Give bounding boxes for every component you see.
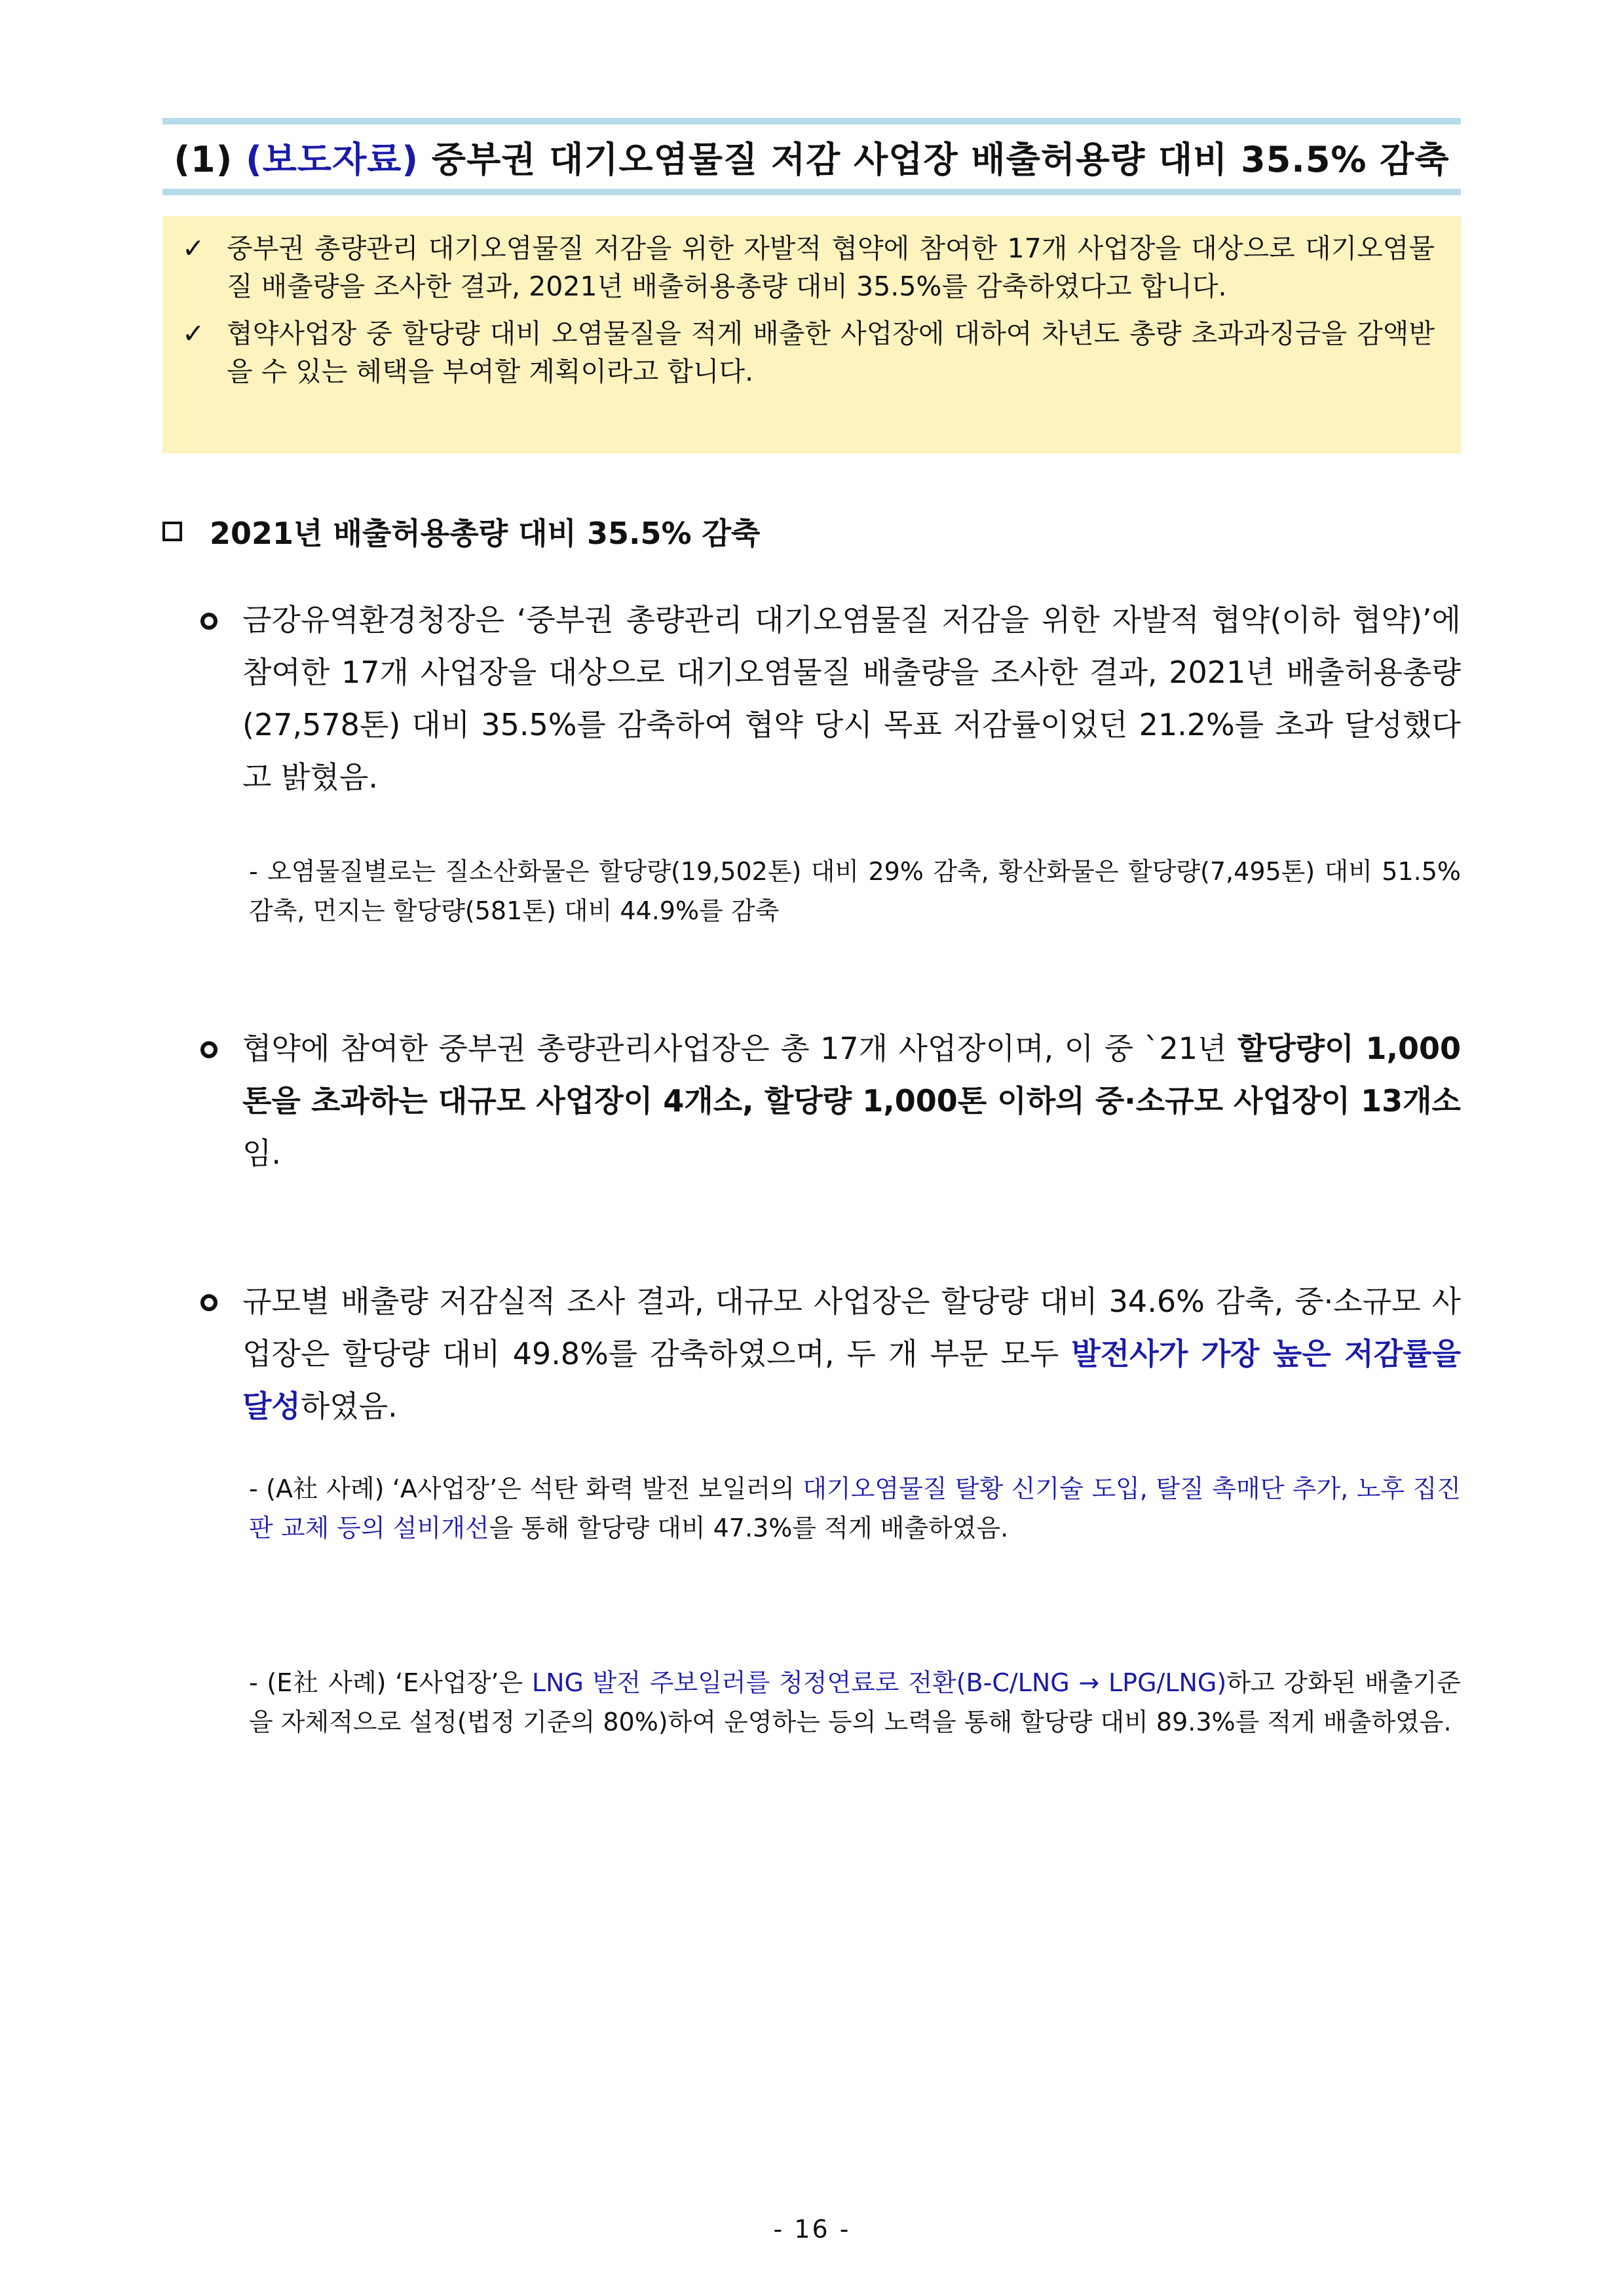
paragraph-3-tail: 하였음. bbox=[300, 1388, 398, 1424]
case-e-tail: 하고 강화된 배출기준을 자체적으로 설정(법정 기준의 80%)하여 운영하는 등의 노력을 통해 할당량 대비 89.3%를 적게 배출하였음. bbox=[249, 1668, 1462, 1736]
summary-item-text: 협약사업장 중 할당량 대비 오염물질을 적게 배출한 사업장에 대하여 차년도 총량 초과과징금을 감액받을 수 있는 혜택을 부여할 계획이라고 합니다. bbox=[227, 318, 1435, 387]
case-a-highlight: 대기오염물질 탈황 신기술 도입, 탈질 촉매단 추가, 노후 집진판 교체 등의 설비개선 bbox=[249, 1474, 1461, 1542]
circle-bullet-icon bbox=[200, 613, 217, 630]
checkmark-icon: ✓ bbox=[182, 318, 205, 349]
paragraph-1 bbox=[200, 594, 1461, 803]
summary-item bbox=[182, 229, 1435, 305]
title-text: 중부권 대기오염물질 저감 사업장 배출허용량 대비 35.5% 감축 bbox=[431, 138, 1450, 180]
case-a-tail: 을 통해 할당량 대비 47.3%를 적게 배출하였음. bbox=[489, 1514, 1009, 1542]
case-a-lead: - (A社 사례) ‘A사업장’은 석탄 화력 발전 보일러의 bbox=[249, 1474, 803, 1503]
title-tag: (보도자료) bbox=[246, 138, 419, 180]
paragraph-2-highlight: 할당량이 1,000톤을 초과하는 대규모 사업장이 4개소, 할당량 1,000톤 이하의 중·소규모 사업장이 13개소 bbox=[242, 1031, 1461, 1119]
paragraph-3-lead: 규모별 배출량 저감실적 조사 결과, 대규모 사업장은 할당량 대비 34.6% 감축, 중·소규모 사업장은 할당량 대비 49.8%를 감축하였으며, 두 개 부문 모두 bbox=[242, 1284, 1461, 1371]
paragraph-2-tail: 임. bbox=[242, 1136, 282, 1171]
square-bullet-icon bbox=[162, 522, 182, 541]
section-heading-text: 2021년 배출허용총량 대비 35.5% 감축 bbox=[210, 516, 761, 551]
title-band bbox=[162, 118, 1461, 195]
circle-bullet-icon bbox=[200, 1294, 217, 1311]
paragraph-2-text bbox=[242, 1022, 1461, 1179]
title-number: (1) bbox=[174, 138, 233, 180]
paragraph-1-detail: - 오염물질별로는 질소산화물은 할당량(19,502톤) 대비 29% 감축, 황산화물은 할당량(7,495톤) 대비 51.5% 감축, 먼지는 할당량(581톤) 대비 44.9%를 감축 bbox=[249, 857, 1462, 925]
case-a-detail bbox=[249, 1469, 1461, 1548]
paragraph-2-lead: 협약에 참여한 중부권 총량관리사업장은 총 17개 사업장이며, 이 중 `21년 bbox=[242, 1031, 1237, 1066]
summary-box bbox=[162, 216, 1461, 453]
section-heading bbox=[162, 510, 1461, 553]
case-e-highlight: LNG 발전 주보일러를 청정연료로 전환(B-C/LNG → LPG/LNG) bbox=[531, 1668, 1227, 1697]
page-title bbox=[174, 132, 1449, 182]
paragraph-1-text: 금강유역환경청장은 ‘중부권 총량관리 대기오염물질 저감을 위한 자발적 협약(이하 협약)’에 참여한 17개 사업장을 대상으로 대기오염물질 배출량을 조사한 결과, 2021년 배출허용총량(27,578톤) 대비 35.5%를 감축하여 협약 당시 목표 저감률이었던 21.2%를 초과 달성했다고 밝혔음. bbox=[242, 602, 1461, 795]
paragraph-3 bbox=[200, 1275, 1461, 1432]
circle-bullet-icon bbox=[200, 1041, 217, 1058]
paragraph-3-text bbox=[242, 1275, 1461, 1432]
case-e-detail bbox=[249, 1663, 1461, 1742]
paragraph-3-highlight: 발전사가 가장 높은 저감률을 달성 bbox=[242, 1336, 1461, 1424]
paragraph-2 bbox=[200, 1022, 1461, 1179]
checkmark-icon: ✓ bbox=[182, 233, 205, 264]
case-e-lead: - (E社 사례) ‘E사업장’은 bbox=[249, 1668, 532, 1697]
summary-item bbox=[182, 315, 1435, 391]
summary-item-text: 중부권 총량관리 대기오염물질 저감을 위한 자발적 협약에 참여한 17개 사업장을 대상으로 대기오염물질 배출량을 조사한 결과, 2021년 배출허용총량 대비 35.5%를 감축하였다고 합니다. bbox=[227, 233, 1435, 302]
page-number: - 16 - bbox=[773, 2215, 851, 2244]
